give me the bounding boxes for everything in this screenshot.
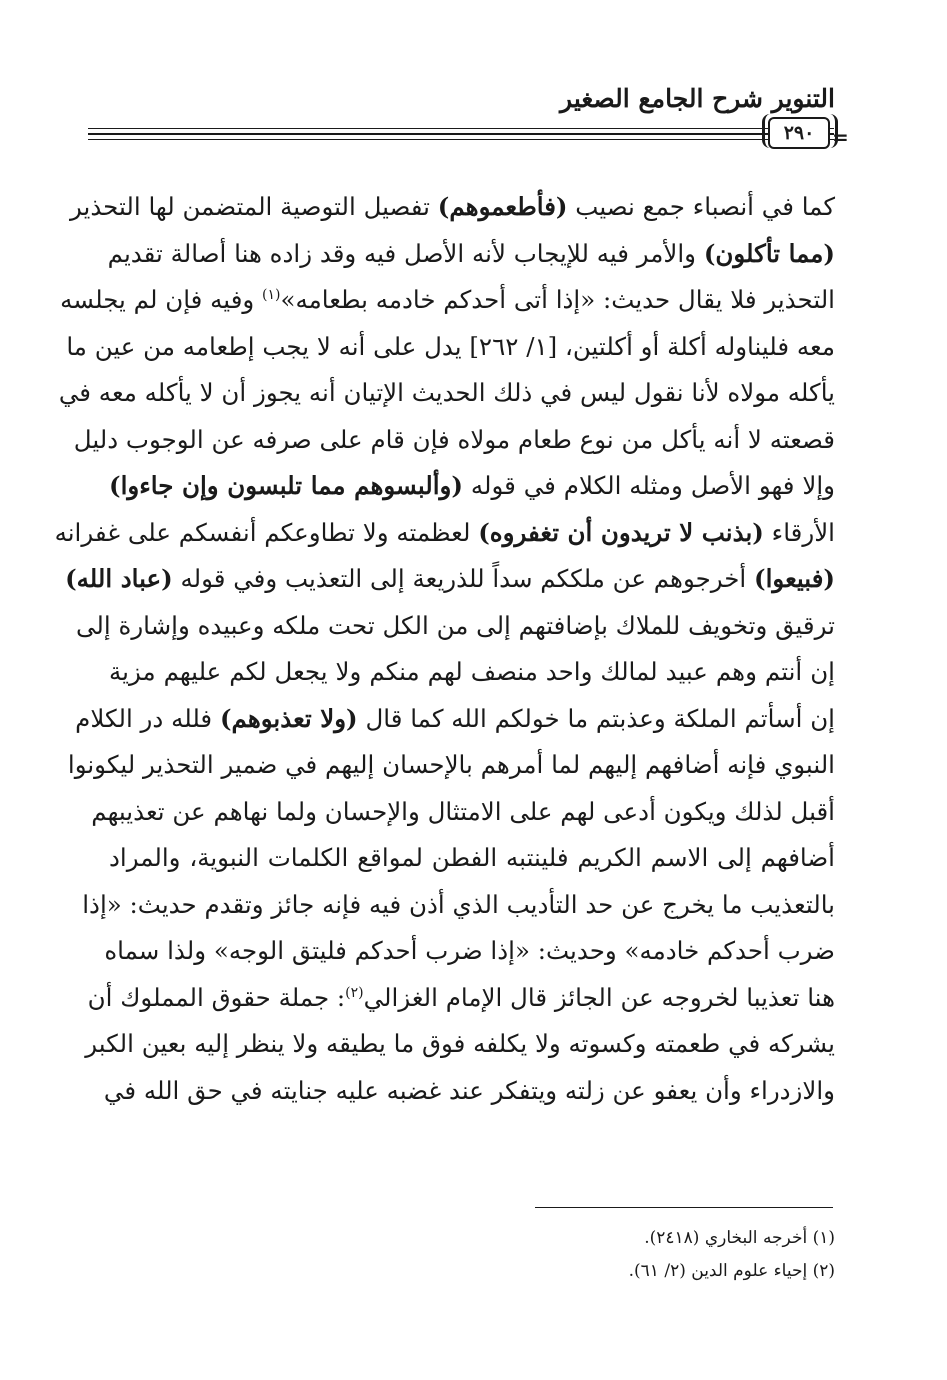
text-line xyxy=(67,742,835,789)
footnote-ref: (٢) xyxy=(345,984,364,1001)
footnotes xyxy=(629,1222,835,1288)
line-text: أخرجوهم عن ملككم سداً للذريعة إلى التعذيب وفي قوله xyxy=(172,564,755,593)
line-text: تفصيل التوصية المتضمن لها التحذير xyxy=(69,192,438,221)
line-text: يشركه في طعمته وكسوته ولا يكلفه فوق ما يطيقه ولا ينظر إليه بعين الكبر xyxy=(85,1029,835,1058)
page-number: ٢٩٠ xyxy=(768,117,830,149)
line-text: والازدراء وأن يعفو عن زلته ويتفكر عند غضبه عليه جنايته في حق الله في xyxy=(103,1075,835,1105)
line-text: النبوي فإنه أضافهم إليهم لما أمرهم بالإحسان إليهم في ضمير التحذير ليكونوا xyxy=(67,750,835,779)
text-line xyxy=(87,975,835,1022)
text-line xyxy=(109,649,835,696)
emphasized-phrase: (فبيعوا) xyxy=(754,564,835,593)
text-line xyxy=(109,231,835,278)
line-text: لعظمته ولا تطاوعكم أنفسكم على غفرانه xyxy=(54,517,479,547)
text-line xyxy=(85,1021,835,1068)
line-text: إن أنتم وهم عبيد لمالك واحد منصف لهم منكم ولا يجعل لكم عليهم مزية xyxy=(109,657,835,686)
text-line xyxy=(103,1068,835,1115)
line-text: ترقيق وتخويف للملاك بإضافتهم إلى من الكل تحت ملكه وعبيده وإشارة إلى xyxy=(76,610,835,640)
line-text: وإلا فهو الأصل ومثله الكلام في قوله xyxy=(462,471,835,500)
emphasized-phrase: (وألبسوهم مما تلبسون وإن جاءوا) xyxy=(109,471,463,500)
text-line xyxy=(73,417,835,464)
line-text: يأكله مولاه لأنا نقول ليس في ذلك الحديث الإتيان أنه يجوز أن لا يأكله معه في xyxy=(58,378,835,407)
text-line xyxy=(65,556,835,603)
emphasized-phrase: (فأطعموهم) xyxy=(437,192,568,221)
text-line xyxy=(76,603,835,650)
text-line xyxy=(104,928,835,975)
line-text: التحذير فلا يقال حديث: «إذا أتى أحدكم خادمه بطعامه» xyxy=(280,285,835,314)
footnote-1: (١) أخرجه البخاري (٢٤١٨). xyxy=(644,1228,835,1248)
line-text: والأمر فيه للإيجاب لأنه الأصل فيه وقد زاده هنا أصالة تقديم xyxy=(107,238,704,268)
running-title: التنوير شرح الجامع الصغير xyxy=(560,84,835,113)
text-line xyxy=(60,277,835,324)
emphasized-phrase: (بذنب لا تريدون أن تغفروه) xyxy=(478,517,764,547)
text-line xyxy=(75,696,835,743)
line-text: أقبل لذلك ويكون أدعى لهم على الامتثال والإحسان ولما نهاهم عن تعذيبهم xyxy=(91,796,835,826)
emphasized-phrase: (مما تأكلون) xyxy=(703,238,835,268)
line-text: بالتعذيب ما يخرج عن حد التأديب الذي أذن فيه فإنه جائز وتقدم حديث: «إذا xyxy=(82,889,835,919)
text-line xyxy=(66,324,835,371)
text-line xyxy=(82,882,835,929)
text-line xyxy=(54,510,835,557)
line-text: كما في أنصباء جمع نصيب xyxy=(567,192,835,221)
line-text: معه فليناوله أكلة أو أكلتين، [١/ ٢٦٢] يدل على أنه لا يجب إطعامه من عين ما xyxy=(66,331,835,361)
line-text: : جملة حقوق المملوك أن xyxy=(87,982,346,1012)
footnote-2: (٢) إحياء علوم الدين (٢/ ٦١). xyxy=(628,1261,835,1281)
line-text: وفيه فإن لم يجلسه xyxy=(60,285,263,314)
line-text: ضرب أحدكم خادمه» وحديث: «إذا ضرب أحدكم فليتق الوجه» ولذا سماه xyxy=(104,936,835,965)
header-rule xyxy=(88,139,834,140)
line-text: هنا تعذيبا لخروجه عن الجائز قال الإمام الغزالي xyxy=(363,982,835,1012)
line-text: فلله در الكلام xyxy=(75,703,220,733)
text-line xyxy=(69,184,835,231)
emphasized-phrase: (عباد الله) xyxy=(65,564,173,593)
line-text: الأرقاء xyxy=(763,517,835,547)
emphasized-phrase: (ولا تعذبوهم) xyxy=(219,703,358,733)
text-line xyxy=(109,463,835,510)
main-text xyxy=(54,184,835,1114)
text-line xyxy=(91,789,835,836)
text-line xyxy=(58,370,835,417)
line-text: قصعته لا أنه يأكل من نوع طعام مولاه فإن قام على صرفه عن الوجوب دليل xyxy=(73,424,835,454)
header-rule xyxy=(88,133,834,135)
footnote-ref: (١) xyxy=(262,286,281,303)
footnote-separator xyxy=(535,1207,833,1208)
header-rule-marker: = xyxy=(832,125,849,149)
line-text: أضافهم إلى الاسم الكريم فلينتبه الفطن لمواقع الكلمات النبوية، والمراد xyxy=(109,843,835,872)
line-text: إن أسأتم الملكة وعذبتم ما خولكم الله كما قال xyxy=(357,703,835,733)
text-line xyxy=(109,835,835,882)
header-rule xyxy=(88,128,834,129)
